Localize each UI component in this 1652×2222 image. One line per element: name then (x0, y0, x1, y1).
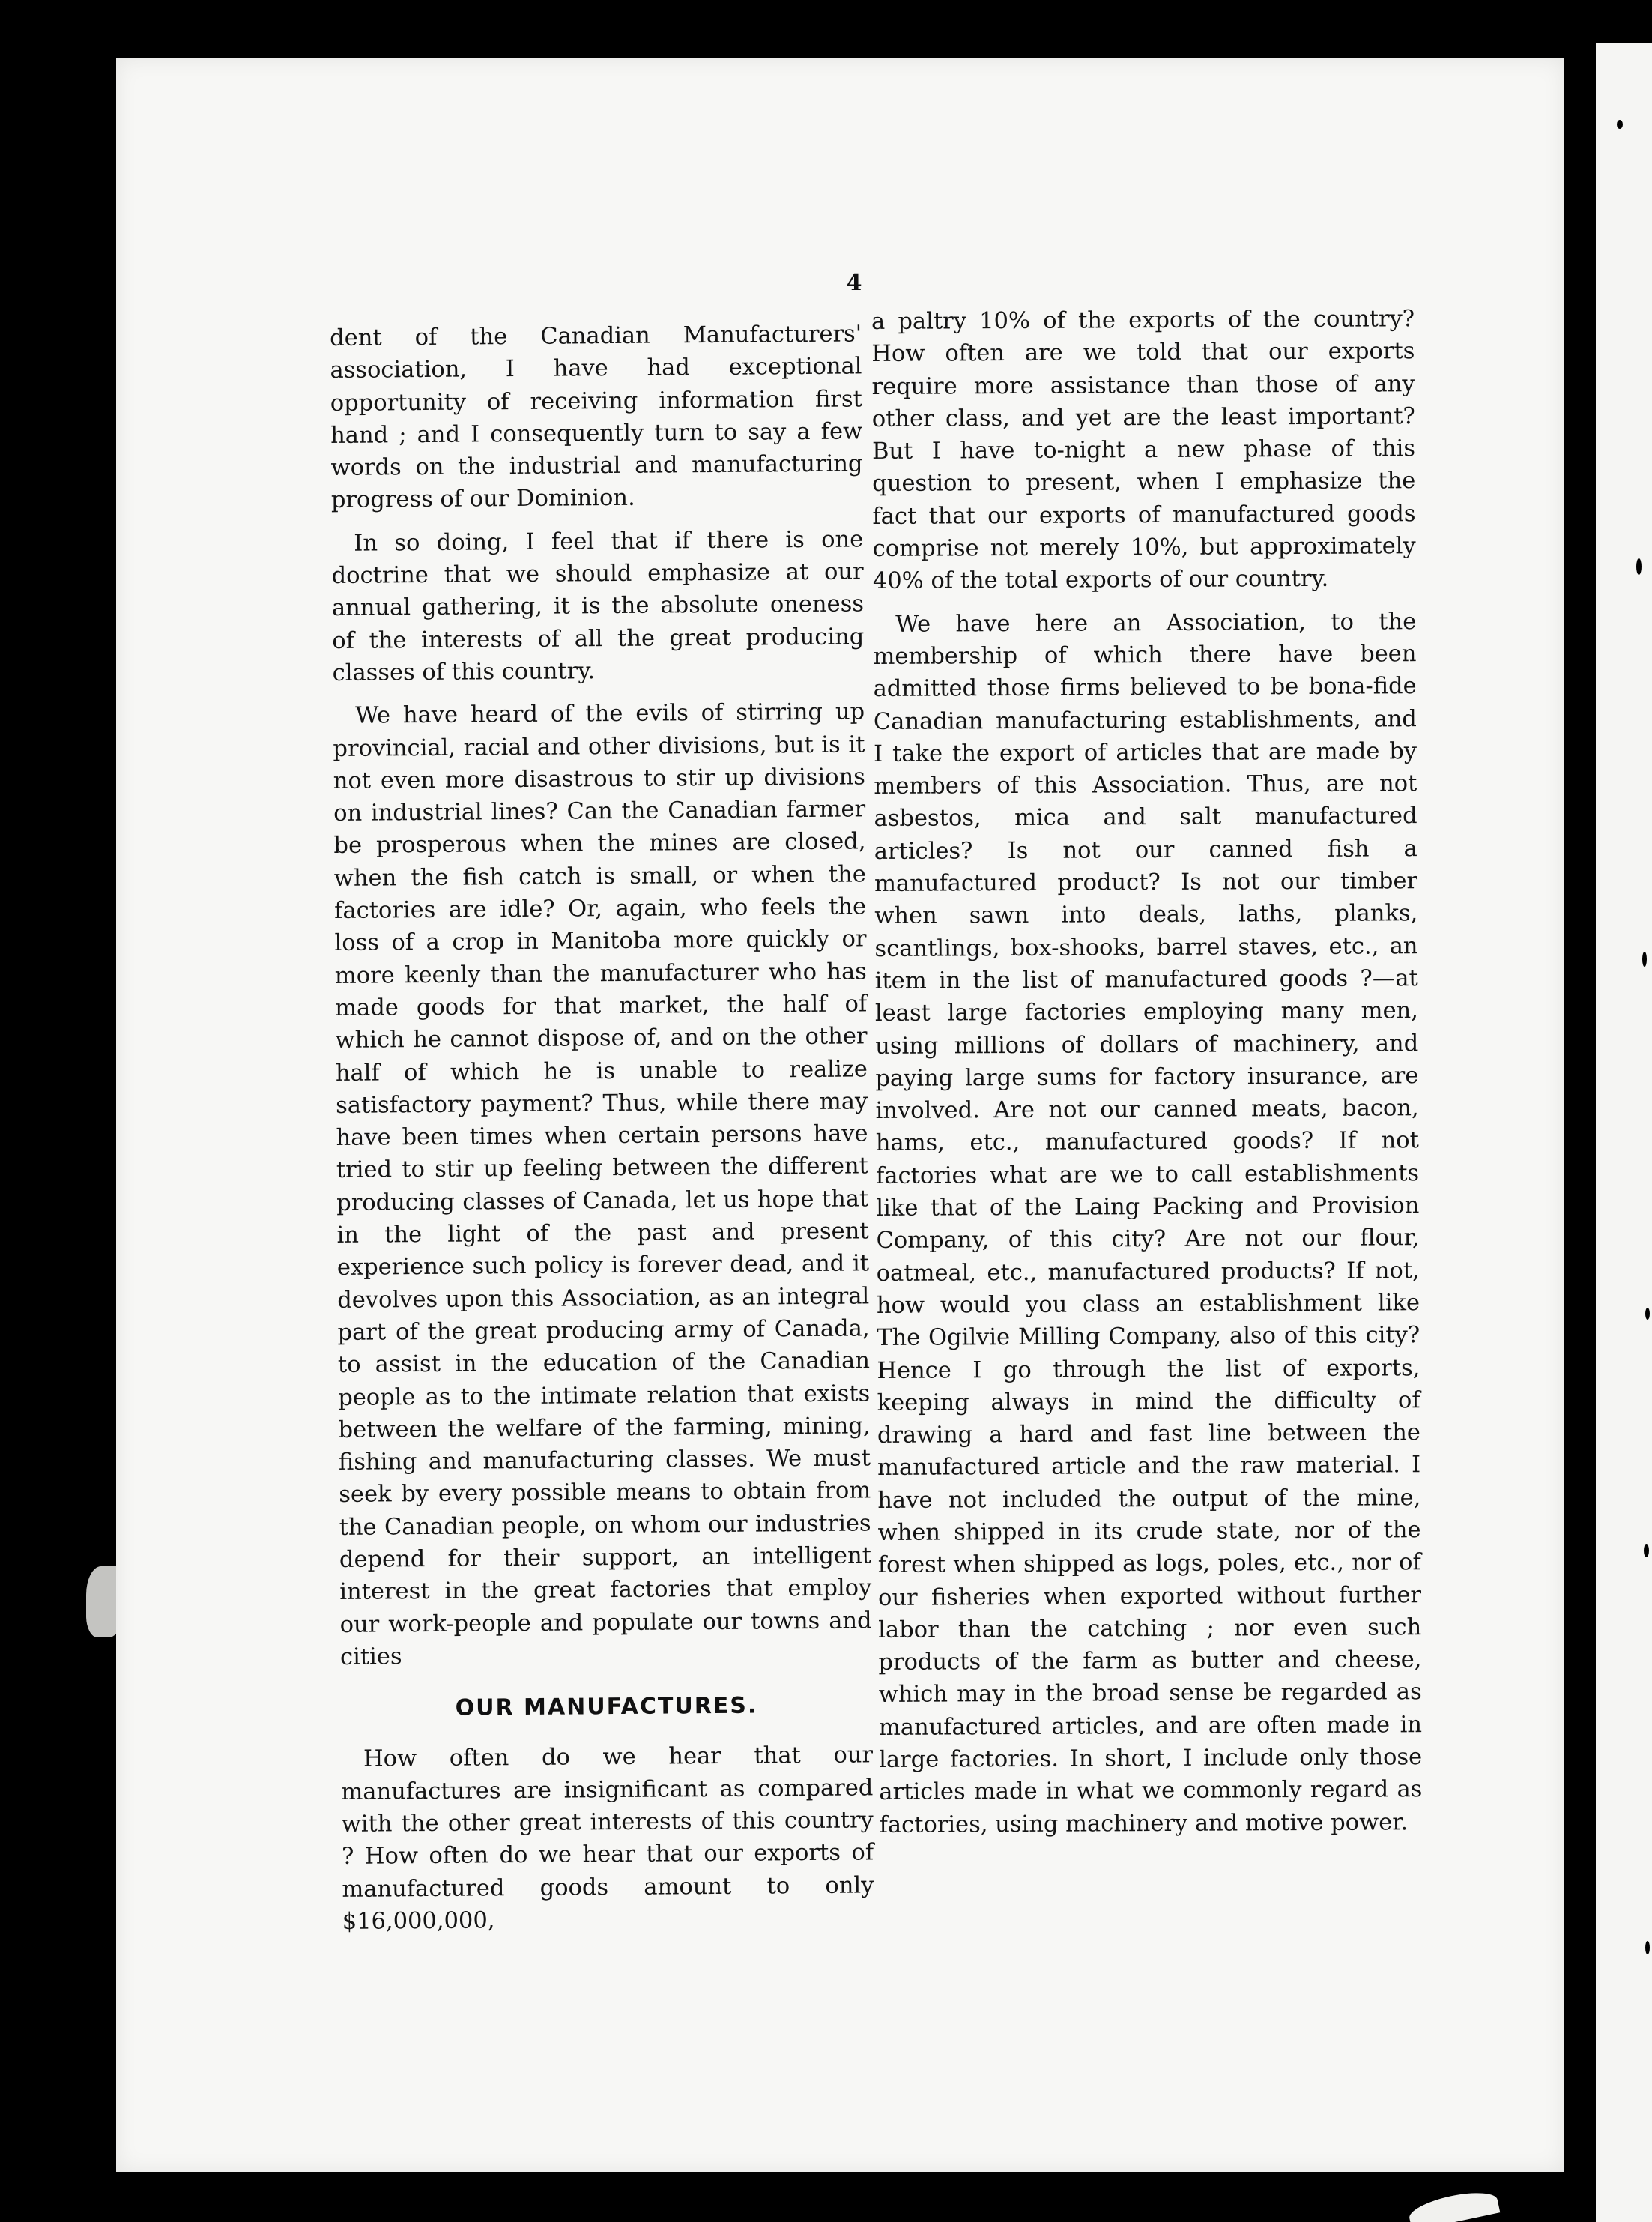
section-heading: OUR MANUFACTURES. (455, 1692, 758, 1721)
paragraph: In so doing, I feel that if there is one doctrine that we should emphasize at our annual gathering, it is the absolute oneness of the interests of all the great producing classes of this country. (331, 526, 865, 686)
scan-speck (1642, 952, 1647, 967)
scan-speck (1645, 1941, 1650, 1954)
paragraph: We have heard of the evils of stirring up provincial, racial and other divisions, but is it not even more disastrous to stir up divisions on industrial lines? Can the Canadian farmer be prosperous when the mines are closed, when the fish catch is small, or when the factories are idle? Or, again, who feels the loss of a crop in Manitoba more quickly or more keenly than the manufacturer who has made goods for that market, the half of which he cannot dispose of, and on the other half of which he is unable to realize satisfactory payment? Thus, while there may have been times when certain persons have tried to stir up feeling between the different producing classes of Canada, let us hope that in the light of the past and present experience such policy is forever dead, and it devolves upon this Association, as an integral part of the great producing army of Canada, to assist in the education of the Canadian people as to the intimate relation that exists between the welfare of the farming, mining, fishing and manufacturing classes. We must seek by every possible means to obtain from the Canadian people, on whom our industries depend for their support, an intelligent interest in the great factories that employ our work-people and populate our towns and cities (333, 698, 872, 1670)
right-column (871, 303, 1423, 1852)
page-number: 4 (846, 270, 862, 296)
scan-artifact (1407, 2187, 1501, 2222)
paragraph: dent of the Canadian Manufacturers' association, I have had exceptional opportunity of receiving information first hand ; and I consequently turn to say a few words on the industrial and manufacturing progress of our Dominion. (330, 321, 863, 514)
left-column (330, 318, 874, 1948)
scan-speck (1617, 120, 1623, 129)
scan-speck (1636, 558, 1642, 575)
scan-speck (1645, 1308, 1650, 1320)
scan-speck (1644, 1544, 1649, 1557)
paragraph: a paltry 10% of the exports of the country? How often are we told that our exports require more assistance than those of any other class, and yet are the least important? But I have to-night a new phase of this question to present, when I emphasize the fact that our exports of manufactured goods comprise not merely 10%, but approximately 40% of the total exports of our country. (871, 306, 1416, 595)
adjacent-page-edge (1596, 43, 1652, 2222)
paragraph: We have here an Association, to the membership of which there have been admitted those firms believed to be bona-fide Canadian manufacturing establishments, and I take the export of articles that are made by members of this Association. Thus, are not asbestos, mica and salt manufactured articles? Is not our canned fish a manufactured product? Is not our timber when sawn into deals, laths, planks, scantlings, box-shooks, barrel staves, etc., an item in the list of manufactured goods ?—at least large factories employing many men, using millions of dollars of machinery, and paying large sums for factory insurance, are involved. Are not our canned meats, bacon, hams, etc., manufactured goods? If not factories what are we to call establishments like that of the Laing Packing and Provision Company, of this city? Are not our flour, oatmeal, etc., manufactured products? If not, how would you class an establishment like The Ogilvie Milling Company, also of this city? Hence I go through the list of exports, keeping always in mind the difficulty of drawing a hard and fast line between the manufactured article and the raw material. I have not included the output of the mine, when shipped in its crude state, nor of the forest when shipped as logs, poles, etc., nor of our fisheries when exported without further labor than the catching ; nor even such products of the farm as butter and cheese, which may in the broad sense be regarded as manufactured articles, and are often made in large factories. In short, I include only those articles made in what we commonly regard as factories, using machinery and motive power. (873, 608, 1423, 1838)
scan-speck (99, 755, 106, 762)
paragraph: How often do we hear that our manufactures are insignificant as compared with the other great interests of this country ? How often do we hear that our exports of manufactured goods amount to only $16,000,000, (341, 1742, 874, 1935)
